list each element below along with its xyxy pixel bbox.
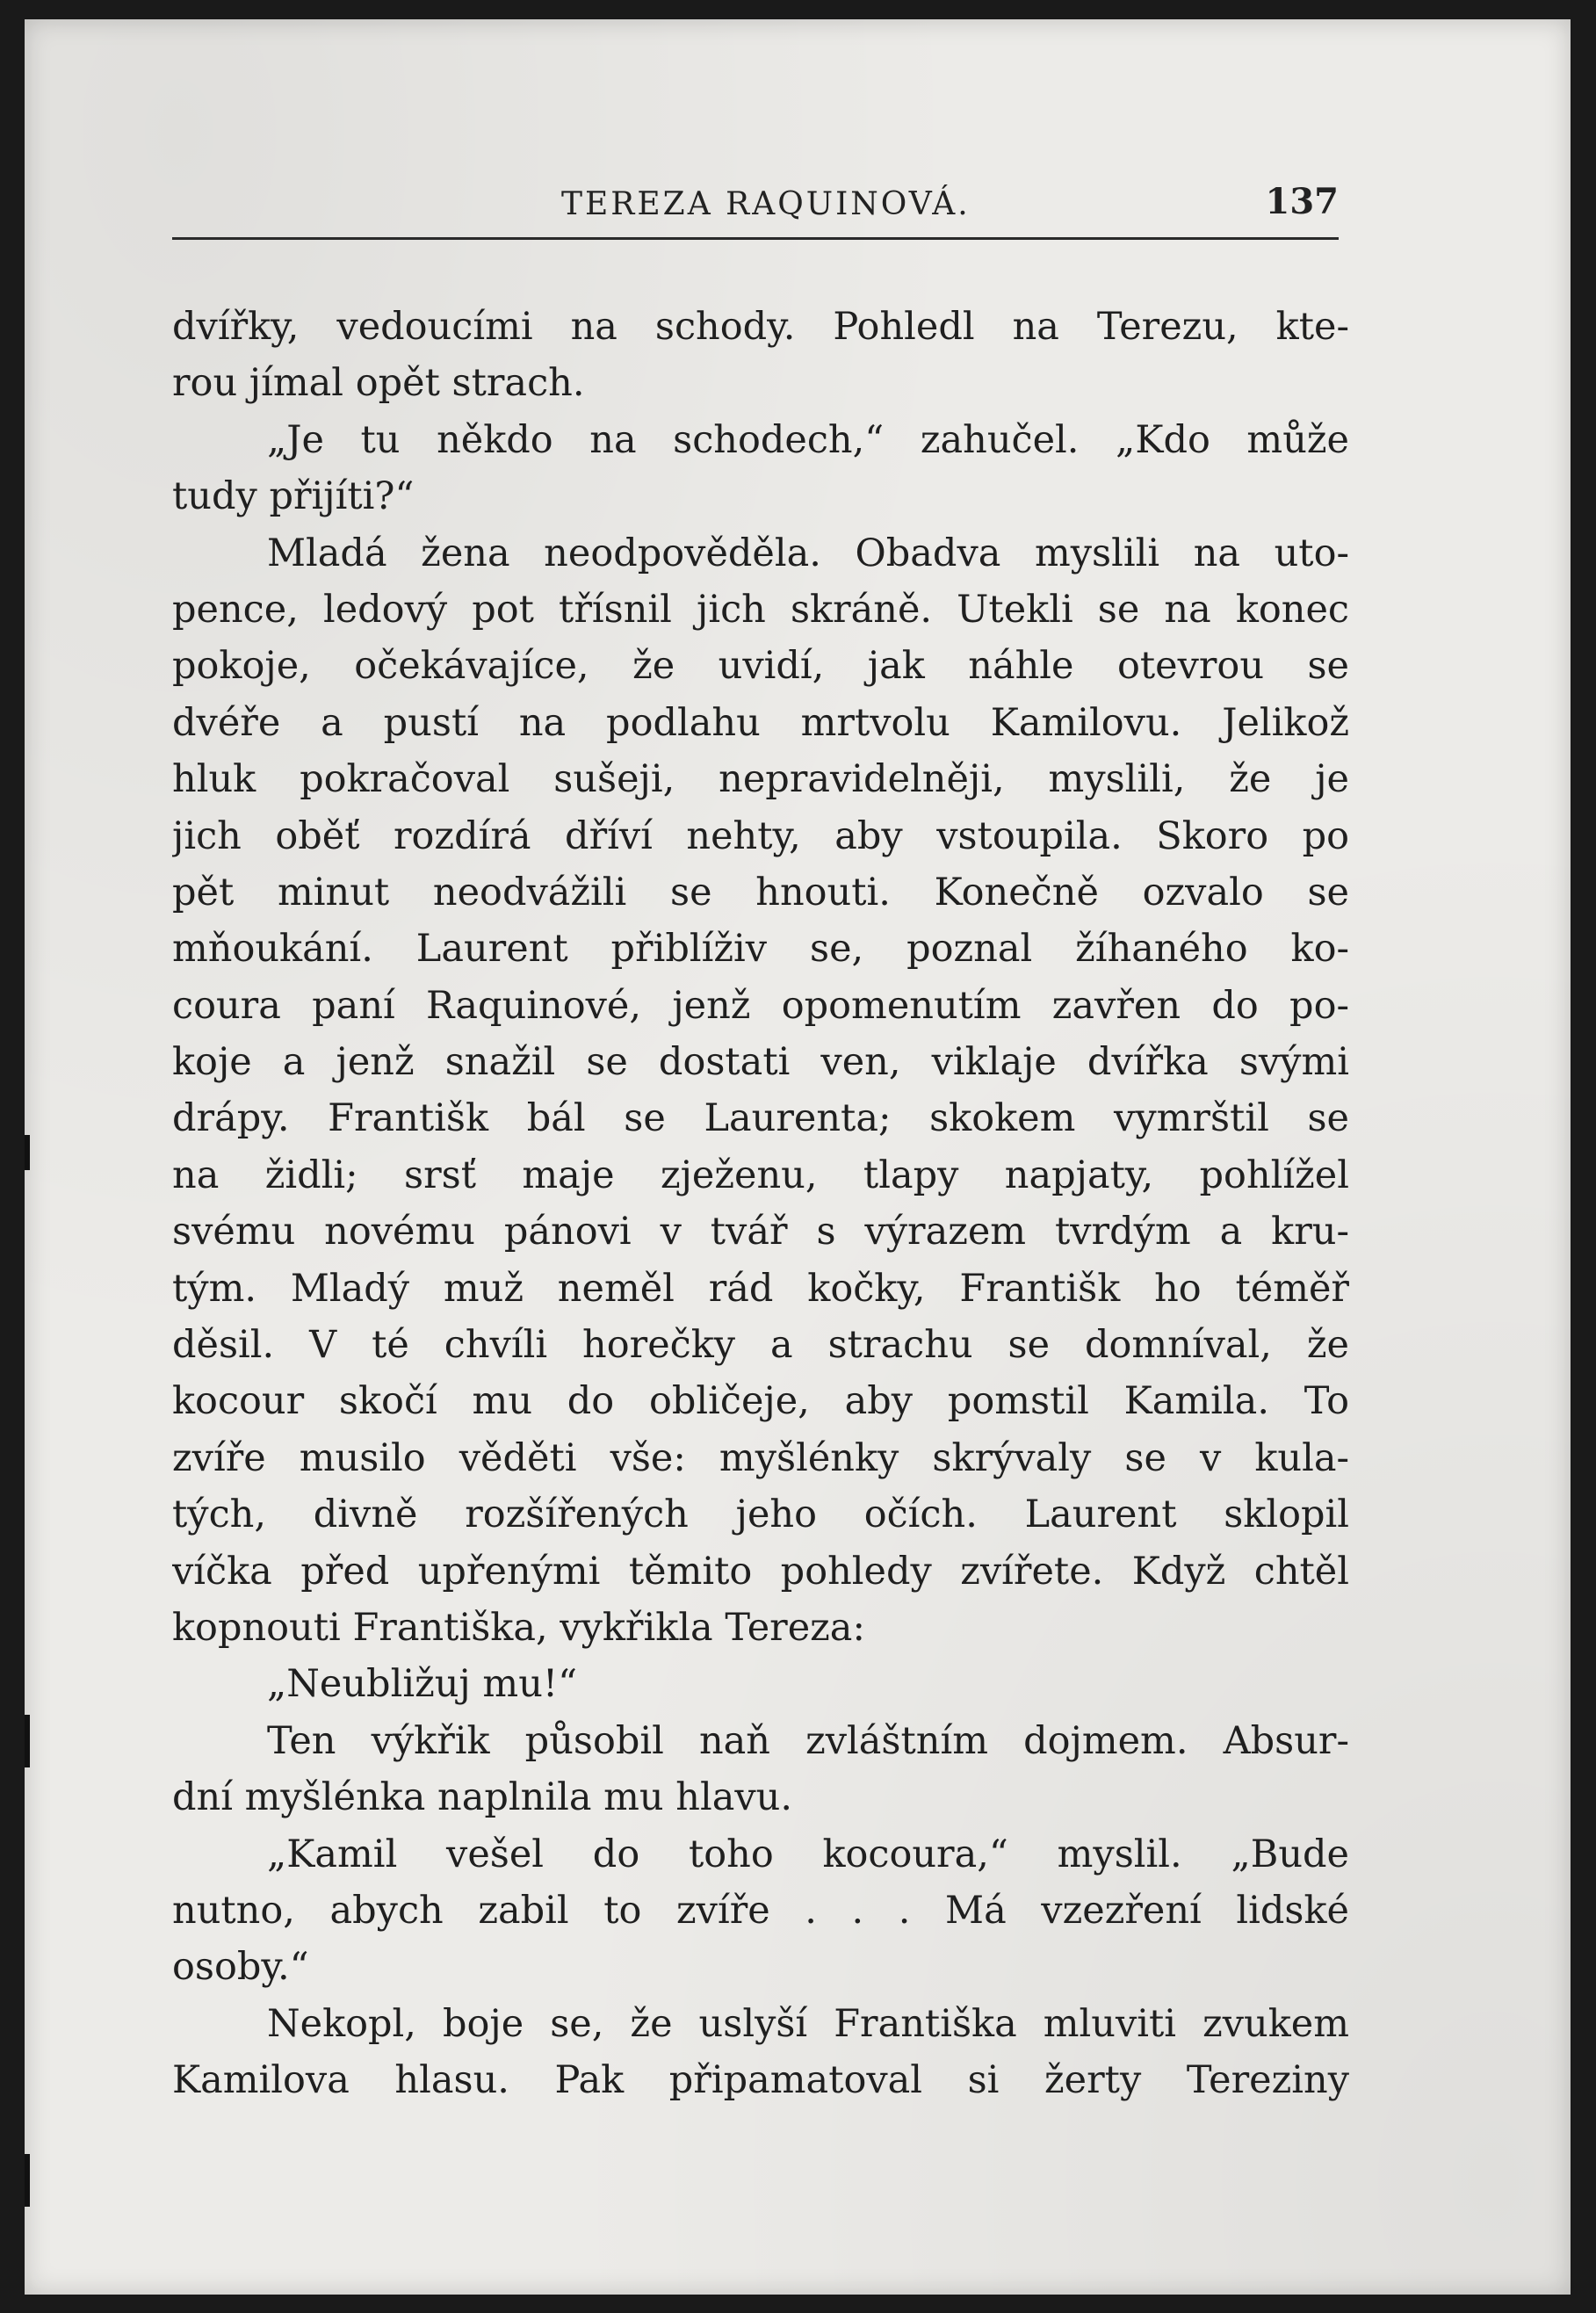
text-line: „Je tu někdo na schodech,“ zahučel. „Kdo může <box>267 417 1349 462</box>
page-edge-mark <box>25 1715 30 1767</box>
text-line: kocour skočí mu do obličeje, aby pomstil Kamila. To <box>172 1379 1349 1424</box>
text-line: kopnouti Františka, vykřikla Tereza: <box>172 1605 865 1650</box>
text-line: tým. Mladý muž neměl rád kočky, Františk ho téměř <box>172 1266 1349 1311</box>
text-line: osoby.“ <box>172 1945 309 1990</box>
text-line: tých, divně rozšířených jeho očích. Laurent sklopil <box>172 1493 1349 1537</box>
text-line: zvíře musilo věděti vše: myšlénky skrývaly se v kula- <box>172 1435 1349 1480</box>
running-header <box>172 176 1339 240</box>
text-line: nutno, abych zabil to zvíře . . . Má vzezření lidské <box>172 1888 1349 1933</box>
text-line: na židli; srsť maje zježenu, tlapy napjaty, pohlížel <box>172 1153 1349 1197</box>
text-line: koje a jenž snažil se dostati ven, viklaje dvířka svými <box>172 1040 1349 1085</box>
text-line: dní myšlénka naplnila mu hlavu. <box>172 1775 793 1820</box>
body-text <box>172 299 1349 2109</box>
text-line: drápy. Františk bál se Laurenta; skokem vymrštil se <box>172 1096 1349 1141</box>
text-line: víčka před upřenými těmito pohledy zvířete. Když chtěl <box>172 1549 1349 1594</box>
text-line: jich oběť rozdírá dříví nehty, aby vstoupila. Skoro po <box>172 813 1349 858</box>
page-number: 137 <box>1265 181 1339 222</box>
text-line: „Neubližuj mu!“ <box>267 1662 578 1707</box>
text-line: svému novému pánovi v tvář s výrazem tvrdým a kru- <box>172 1210 1349 1254</box>
text-line: Nekopl, boje se, že uslyší Františka mluviti zvukem <box>267 2001 1349 2046</box>
text-line: Kamilova hlasu. Pak připamatoval si žerty Tereziny <box>172 2058 1349 2103</box>
text-line: hluk pokračoval sušeji, nepravidelněji, myslili, že je <box>172 757 1349 802</box>
text-line: Mladá žena neodpověděla. Obadva myslili na uto- <box>267 531 1349 575</box>
book-page <box>25 19 1571 2295</box>
text-line: děsil. V té chvíli horečky a strachu se domníval, že <box>172 1323 1349 1368</box>
running-title: TEREZA RAQUINOVÁ. <box>561 186 971 222</box>
text-line: rou jímal opět strach. <box>172 361 585 406</box>
text-line: mňoukání. Laurent přiblíživ se, poznal žíhaného ko- <box>172 927 1349 972</box>
text-line: pokoje, očekávajíce, že uvidí, jak náhle otevrou se <box>172 644 1349 689</box>
text-line: Ten výkřik působil naň zvláštním dojmem. Absur- <box>267 1718 1349 1763</box>
text-line: dvířky, vedoucími na schody. Pohledl na Terezu, kte- <box>172 305 1349 349</box>
text-line: dvéře a pustí na podlahu mrtvolu Kamilovu. Jelikož <box>172 700 1349 745</box>
page-edge-mark <box>25 2154 30 2207</box>
text-line: pět minut neodvážili se hnouti. Konečně ozvalo se <box>172 870 1349 914</box>
page-edge-mark <box>25 1135 30 1170</box>
text-line: pence, ledový pot třísnil jich skráně. Utekli se na konec <box>172 587 1349 632</box>
text-line: tudy přijíti?“ <box>172 474 415 519</box>
text-line: coura paní Raquinové, jenž opomenutím zavřen do po- <box>172 983 1349 1028</box>
text-line: „Kamil vešel do toho kocoura,“ myslil. „Bude <box>267 1832 1349 1876</box>
